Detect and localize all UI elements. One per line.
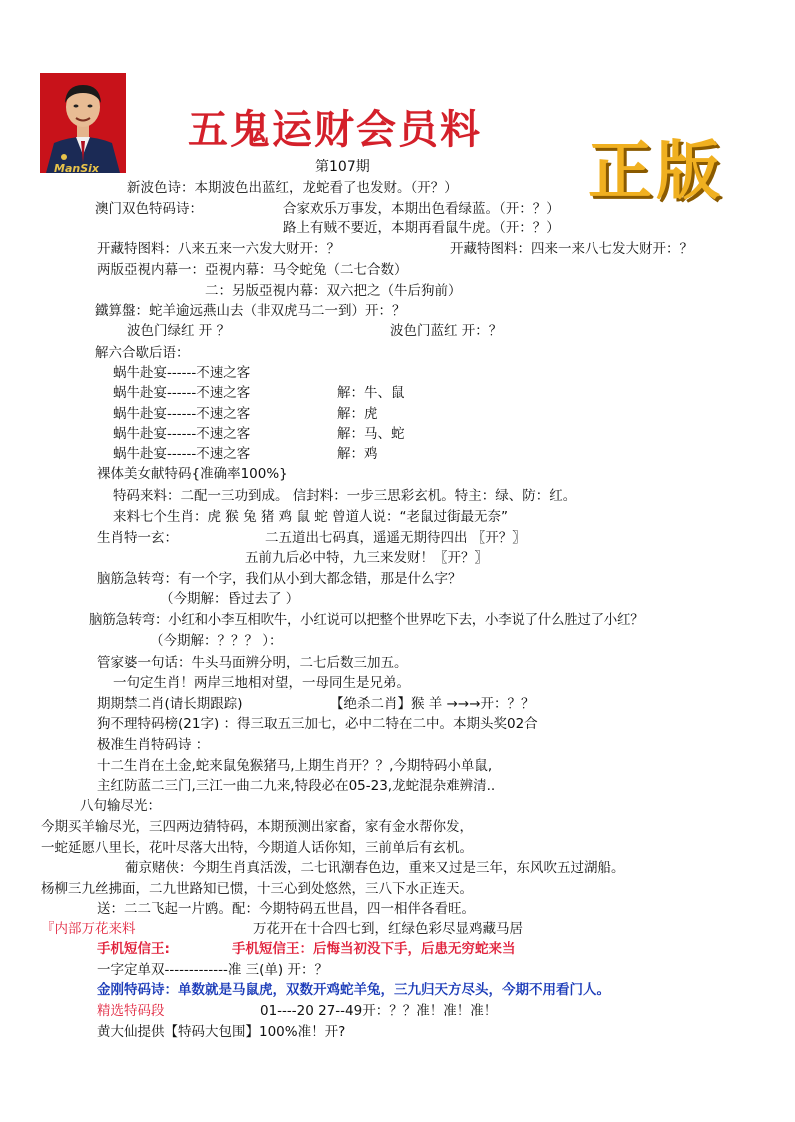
line-11-left: 蜗牛赴宴------不速之客 — [113, 385, 251, 401]
line-10: 蜗牛赴宴------不速之客 — [113, 365, 251, 381]
line-05: 两版亞視内幕一：亞視内幕：马令蛇兔（二七合数） — [97, 262, 408, 278]
line-06: 二：另版亞視内幕：双六把之（牛后狗前） — [205, 283, 462, 299]
line-23: （今期解：？？？ ）： — [150, 633, 283, 649]
line-08-left: 波色门绿红 开 ？ — [127, 323, 231, 339]
line-18-text: 二五道出七码真，遥遥无期待四出 〖开？〗 — [265, 530, 526, 546]
issue-number: 第107期 — [315, 159, 370, 175]
line-12-right: 解：虎 — [337, 406, 378, 422]
line-09: 解六合歇后语： — [95, 345, 190, 361]
line-13-right: 解：马、蛇 — [337, 426, 405, 442]
line-13-left: 蜗牛赴宴------不速之客 — [113, 426, 251, 442]
line-07: 鐵算盤：蛇羊逾远燕山去（非双虎马二一到）开：？ — [95, 303, 406, 319]
line-04-right: 开藏特图料：四来一来八七发大财开：？ — [450, 241, 693, 257]
line-39: 一字定单双-------------准 三(单) 开：？ — [97, 962, 328, 978]
line-25: 一句定生肖！两岸三地相对望，一母同生是兄弟。 — [113, 675, 410, 691]
line-03: 路上有贼不要近，本期再看鼠牛虎。（开：？） — [283, 220, 560, 236]
line-40: 金刚特码诗：单数就是马鼠虎，双数开鸡蛇羊兔，三九归天方尽头，今期不用看门人。 — [97, 982, 610, 998]
genuine-stamp: 正版 — [588, 134, 724, 209]
line-08-right: 波色门蓝红 开：？ — [390, 323, 503, 339]
line-35: 杨柳三九丝拂面，二九世路知已惯，十三心到处悠然，三八下水正连天。 — [41, 881, 473, 897]
line-26-right: 【绝杀二肖】猴 羊 →→→开：？？ — [330, 696, 535, 712]
line-04-left: 开藏特图料：八来五来一六发大财开：？ — [97, 241, 340, 257]
line-37-label: 『内部万花来料 — [41, 921, 136, 937]
line-31: 八句输尽光： — [80, 798, 161, 814]
line-41-text: 01----20 27--49开：？？准！准！准！ — [260, 1003, 498, 1019]
line-26-left: 期期禁二肖(请长期跟踪) — [97, 696, 243, 712]
line-17: 来料七个生肖：虎 猴 兔 猪 鸡 鼠 蛇 曾道人说：“老鼠过街最无奈” — [113, 509, 509, 525]
line-42: 黄大仙提供【特码大包围】100%准！开? — [97, 1024, 346, 1040]
line-14-left: 蜗牛赴宴------不速之客 — [113, 446, 251, 462]
line-27: 狗不理特码榜(21字) ：得三取五三加七，必中二特在二中。本期头奖02合 — [97, 716, 538, 732]
line-34: 葡京赌侠：今期生肖真活泼，二七讯潮春色边，重来又过是三年，东风吹五过湖船。 — [125, 860, 625, 876]
host-photo — [40, 73, 126, 173]
line-24: 管家婆一句话：牛头马面辨分明，二七后数三加五。 — [97, 655, 408, 671]
line-37-text: 万花开在十合四七到，红绿色彩尽显鸡藏马居 — [253, 921, 523, 937]
line-16: 特码来料：二配一三功到成。 信封料：一步三思彩玄机。特主：绿、防：红。 — [113, 488, 577, 504]
line-38-label: 手机短信王: — [97, 941, 170, 957]
line-02-label: 澳门双色特码诗： — [95, 201, 203, 217]
line-36: 送：二二飞起一片鸥。配：今期特码五世昌，四一相伴各看旺。 — [97, 901, 475, 917]
line-11-right: 解：牛、鼠 — [337, 385, 405, 401]
line-01: 新波色诗：本期波色出蓝红，龙蛇看了也发财。（开？） — [127, 180, 458, 196]
line-20: 脑筋急转弯：有一个字，我们从小到大都念错，那是什么字？ — [97, 571, 462, 587]
line-22: 脑筋急转弯：小红和小李互相吹牛，小红说可以把整个世界吃下去，小李说了什么胜过了小红？ — [89, 612, 644, 628]
line-19: 五前九后必中特，九三来发财！〖开？〗 — [245, 550, 488, 566]
line-28: 极准生肖特码诗 ： — [97, 737, 210, 753]
line-12-left: 蜗牛赴宴------不速之客 — [113, 406, 251, 422]
line-41-label: 精选特码段 — [97, 1003, 165, 1019]
line-30: 主红防蓝二三门,三江一曲二九来,特段必在05-23,龙蛇混杂难辨清.. — [97, 778, 496, 794]
photo-caption: ManSix — [54, 162, 99, 173]
line-14-right: 解：鸡 — [337, 446, 378, 462]
line-32: 今期买羊输尽光，三四两边猜特码，本期预测出家畜，家有金水帮你发， — [41, 819, 473, 835]
line-15: 裸体美女献特码{准确率100%} — [97, 466, 288, 482]
line-18-label: 生肖特一玄： — [97, 530, 178, 546]
line-29: 十二生肖在土金,蛇来鼠兔猴猪马,上期生肖开？？,今期特码小单鼠, — [97, 758, 493, 774]
line-33: 一蛇延愿八里长，花叶尽落大出特，今期道人话你知，三前单后有玄机。 — [41, 840, 473, 856]
line-38-text: 手机短信王：后悔当初没下手，后患无穷蛇来当 — [232, 941, 516, 957]
page-title: 五鬼运财会员料 — [188, 106, 482, 153]
line-02-text: 合家欢乐万事发，本期出色看绿蓝。（开：？） — [283, 201, 560, 217]
line-21: （今期解：昏过去了 ） — [160, 591, 300, 607]
